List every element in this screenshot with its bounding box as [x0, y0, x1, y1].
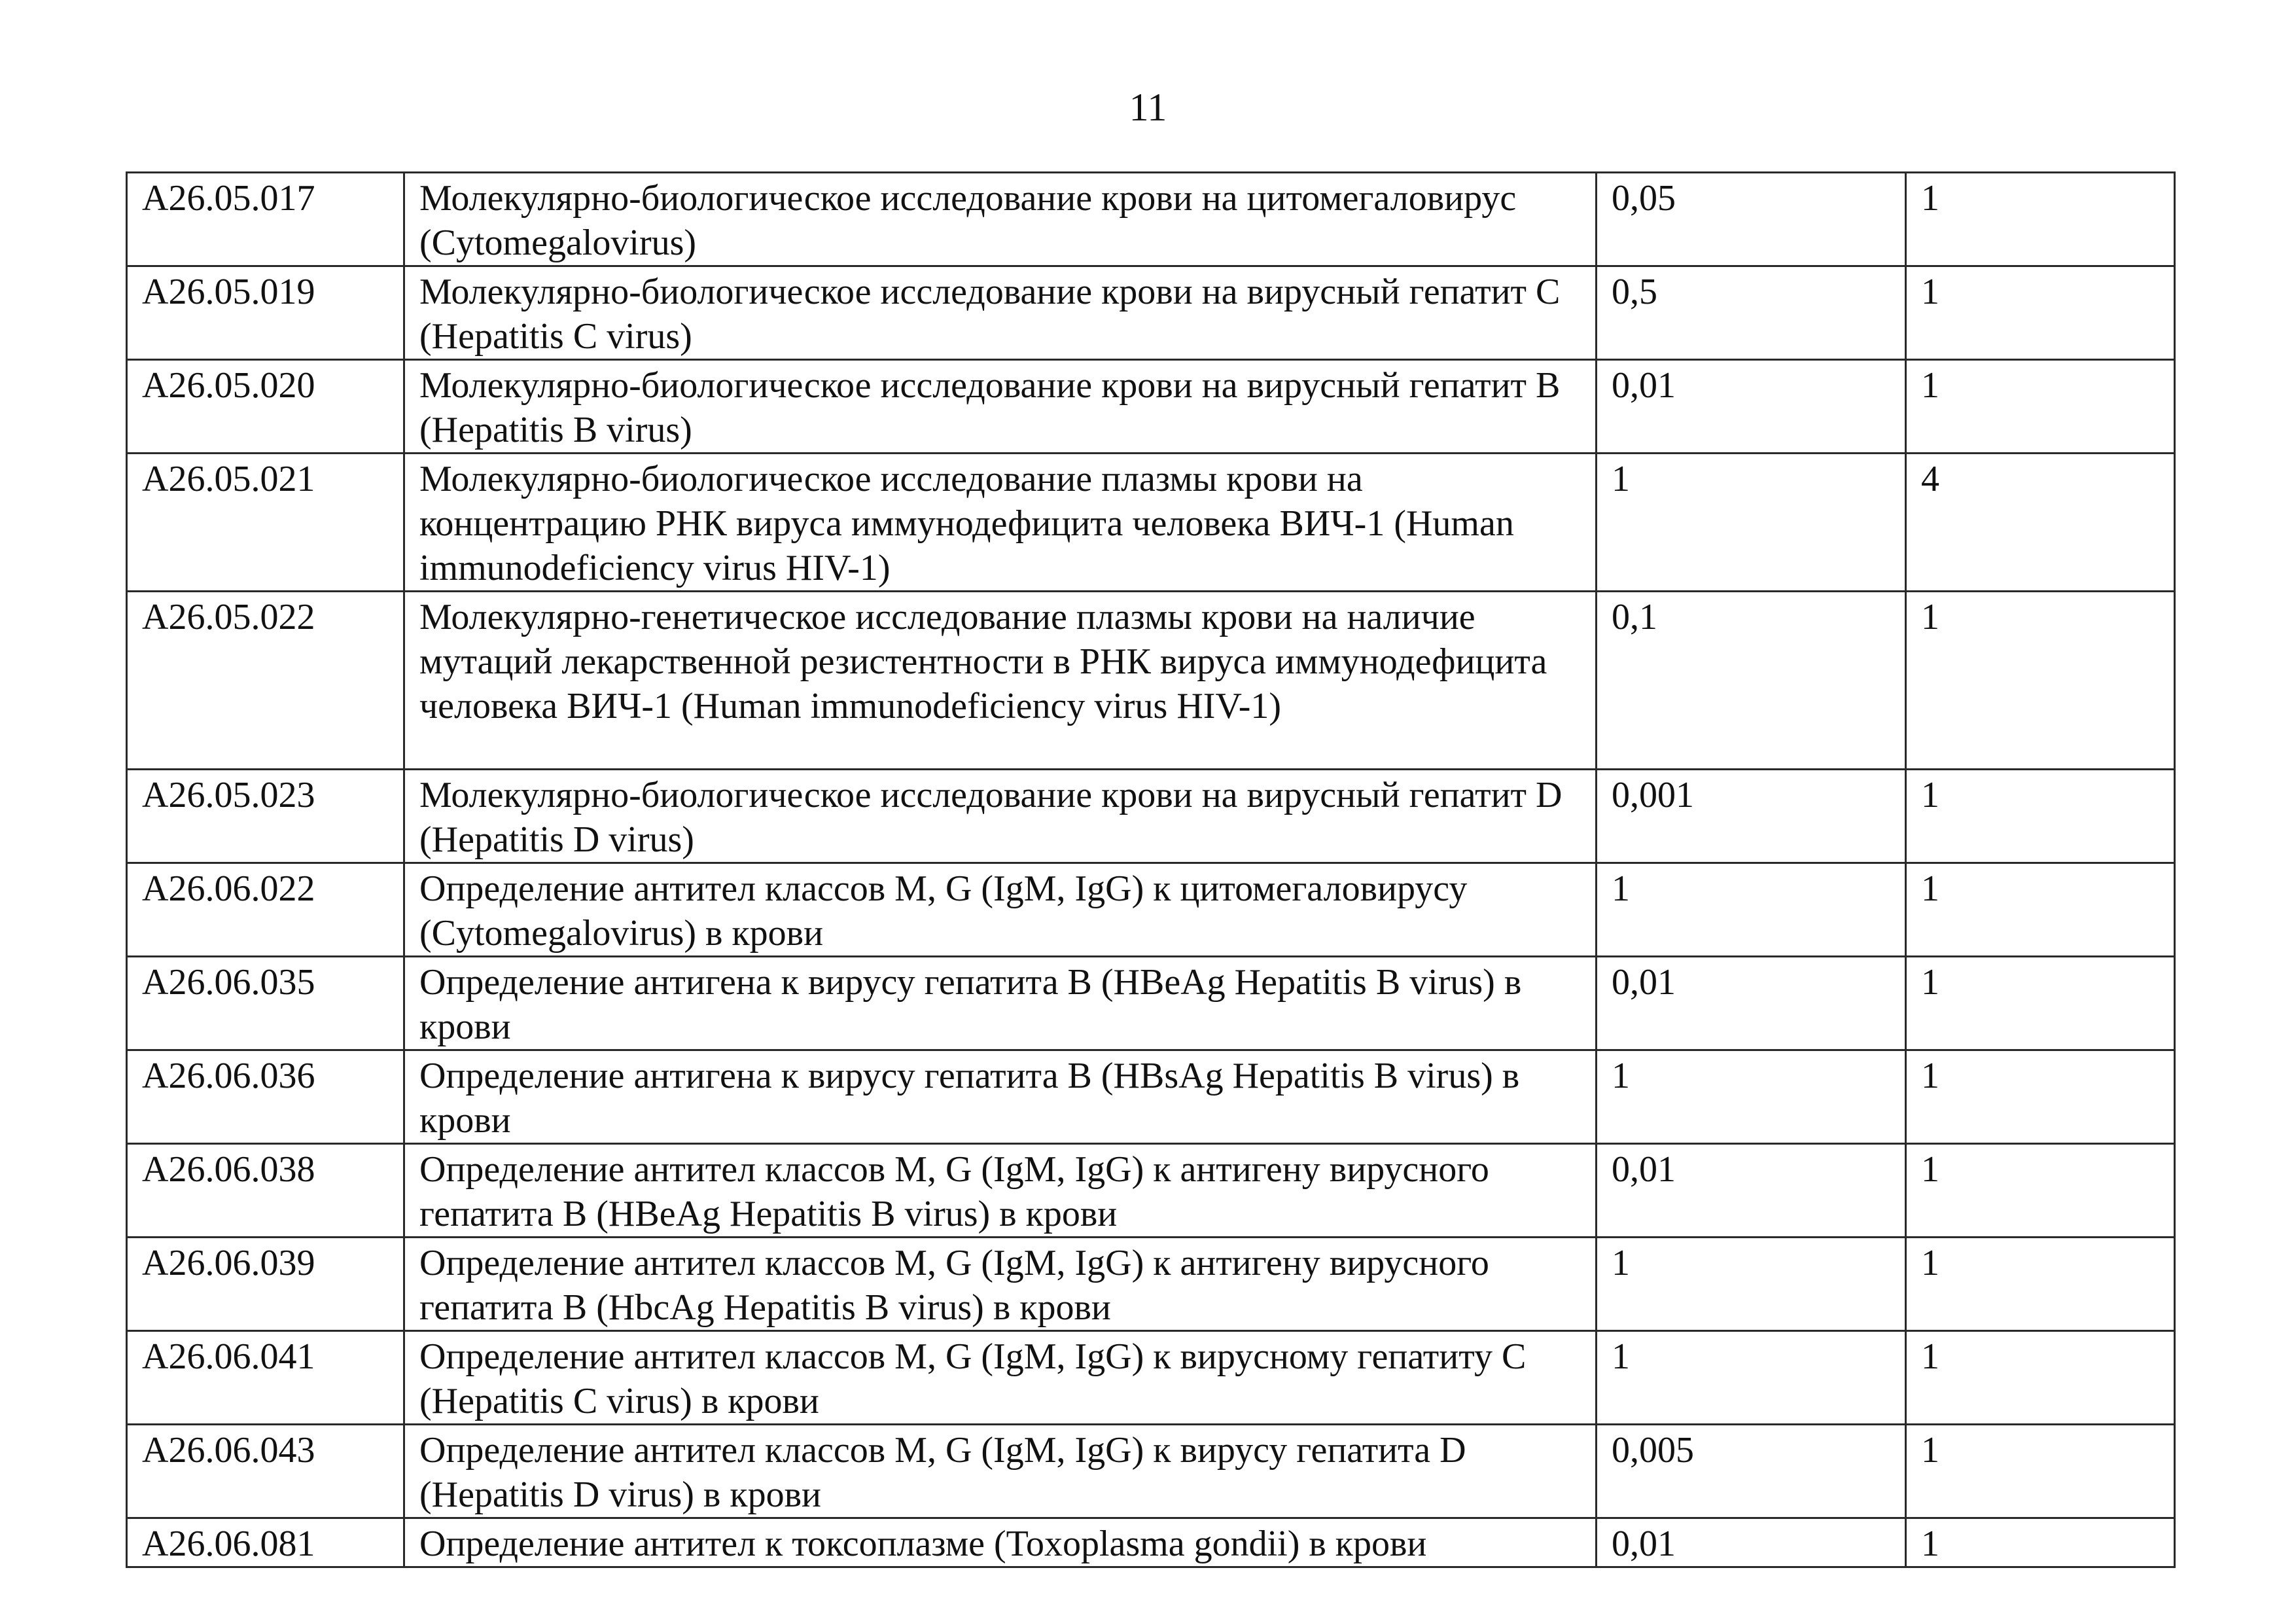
service-name: Молекулярно-биологическое исследование крови на вирусный гепатит С (Hepatitis C virus)	[404, 266, 1597, 360]
service-name: Молекулярно-биологическое исследование крови на вирусный гепатит D (Hepatitis D virus)	[404, 770, 1597, 863]
service-frequency: 0,001	[1597, 770, 1906, 863]
service-name: Определение антител классов M, G (IgM, IgG) к антигену вирусного гепатита В (HbcAg Hepatitis B virus) в крови	[404, 1238, 1597, 1331]
service-frequency: 1	[1597, 454, 1906, 592]
service-frequency: 1	[1597, 863, 1906, 957]
service-frequency: 1	[1597, 1238, 1906, 1331]
service-multiplicity: 1	[1906, 770, 2175, 863]
service-frequency: 0,01	[1597, 957, 1906, 1050]
service-multiplicity: 1	[1906, 957, 2175, 1050]
service-multiplicity: 1	[1906, 592, 2175, 770]
service-code: A26.06.081	[127, 1518, 404, 1567]
table-row	[127, 1425, 2175, 1518]
service-multiplicity: 4	[1906, 454, 2175, 592]
service-name: Определение антител классов M, G (IgM, IgG) к вирусу гепатита D (Hepatitis D virus) в крови	[404, 1425, 1597, 1518]
service-name: Определение антигена к вирусу гепатита В (HBeAg Hepatitis B virus) в крови	[404, 957, 1597, 1050]
service-code: A26.05.022	[127, 592, 404, 770]
service-code: A26.06.036	[127, 1050, 404, 1144]
service-name: Определение антител классов M, G (IgM, IgG) к антигену вирусного гепатита В (HBeAg Hepatitis B virus) в крови	[404, 1144, 1597, 1238]
service-multiplicity: 1	[1906, 360, 2175, 454]
service-multiplicity: 1	[1906, 1238, 2175, 1331]
table-row	[127, 454, 2175, 592]
service-name: Определение антител классов M, G (IgM, IgG) к цитомегаловирусу (Cytomegalovirus) в крови	[404, 863, 1597, 957]
table-row	[127, 592, 2175, 770]
table-row	[127, 1331, 2175, 1425]
service-code: A26.05.019	[127, 266, 404, 360]
service-frequency: 0,01	[1597, 1518, 1906, 1567]
table-row	[127, 770, 2175, 863]
services-table	[126, 171, 2176, 1568]
service-code: A26.05.021	[127, 454, 404, 592]
service-name: Определение антител классов M, G (IgM, IgG) к вирусному гепатиту С (Hepatitis C virus) в крови	[404, 1331, 1597, 1425]
page-number: 11	[1129, 86, 1167, 129]
service-code: A26.06.035	[127, 957, 404, 1050]
service-name: Молекулярно-биологическое исследование плазмы крови на концентрацию РНК вируса иммунодефицита человека ВИЧ-1 (Human immunodeficiency virus HIV-1)	[404, 454, 1597, 592]
service-code: A26.05.020	[127, 360, 404, 454]
table-row	[127, 360, 2175, 454]
service-code: A26.06.039	[127, 1238, 404, 1331]
table-row	[127, 1144, 2175, 1238]
service-name: Молекулярно-биологическое исследование крови на цитомегаловирус (Cytomegalovirus)	[404, 173, 1597, 266]
table-row	[127, 173, 2175, 266]
service-frequency: 0,01	[1597, 360, 1906, 454]
service-multiplicity: 1	[1906, 173, 2175, 266]
service-multiplicity: 1	[1906, 863, 2175, 957]
service-code: A26.06.038	[127, 1144, 404, 1238]
service-name: Определение антител к токсоплазме (Toxoplasma gondii) в крови	[404, 1518, 1597, 1567]
service-frequency: 0,1	[1597, 592, 1906, 770]
table-row	[127, 863, 2175, 957]
service-multiplicity: 1	[1906, 1050, 2175, 1144]
service-multiplicity: 1	[1906, 1518, 2175, 1567]
service-multiplicity: 1	[1906, 266, 2175, 360]
table-row	[127, 266, 2175, 360]
service-code: A26.06.022	[127, 863, 404, 957]
service-multiplicity: 1	[1906, 1331, 2175, 1425]
service-code: A26.05.017	[127, 173, 404, 266]
table-row	[127, 1238, 2175, 1331]
table-row	[127, 957, 2175, 1050]
service-multiplicity: 1	[1906, 1425, 2175, 1518]
table-row	[127, 1050, 2175, 1144]
service-frequency: 0,01	[1597, 1144, 1906, 1238]
service-code: A26.06.041	[127, 1331, 404, 1425]
services-table-body	[127, 173, 2175, 1567]
service-frequency: 0,05	[1597, 173, 1906, 266]
table-row	[127, 1518, 2175, 1567]
service-frequency: 0,005	[1597, 1425, 1906, 1518]
service-frequency: 0,5	[1597, 266, 1906, 360]
service-code: A26.05.023	[127, 770, 404, 863]
service-frequency: 1	[1597, 1050, 1906, 1144]
service-frequency: 1	[1597, 1331, 1906, 1425]
service-multiplicity: 1	[1906, 1144, 2175, 1238]
service-name: Молекулярно-биологическое исследование крови на вирусный гепатит В (Hepatitis B virus)	[404, 360, 1597, 454]
service-code: A26.06.043	[127, 1425, 404, 1518]
service-name: Определение антигена к вирусу гепатита В (HBsAg Hepatitis B virus) в крови	[404, 1050, 1597, 1144]
service-name: Молекулярно-генетическое исследование плазмы крови на наличие мутаций лекарственной резистентности в РНК вируса иммунодефицита человека ВИЧ-1 (Human immunodeficiency virus HIV-1)	[404, 592, 1597, 770]
